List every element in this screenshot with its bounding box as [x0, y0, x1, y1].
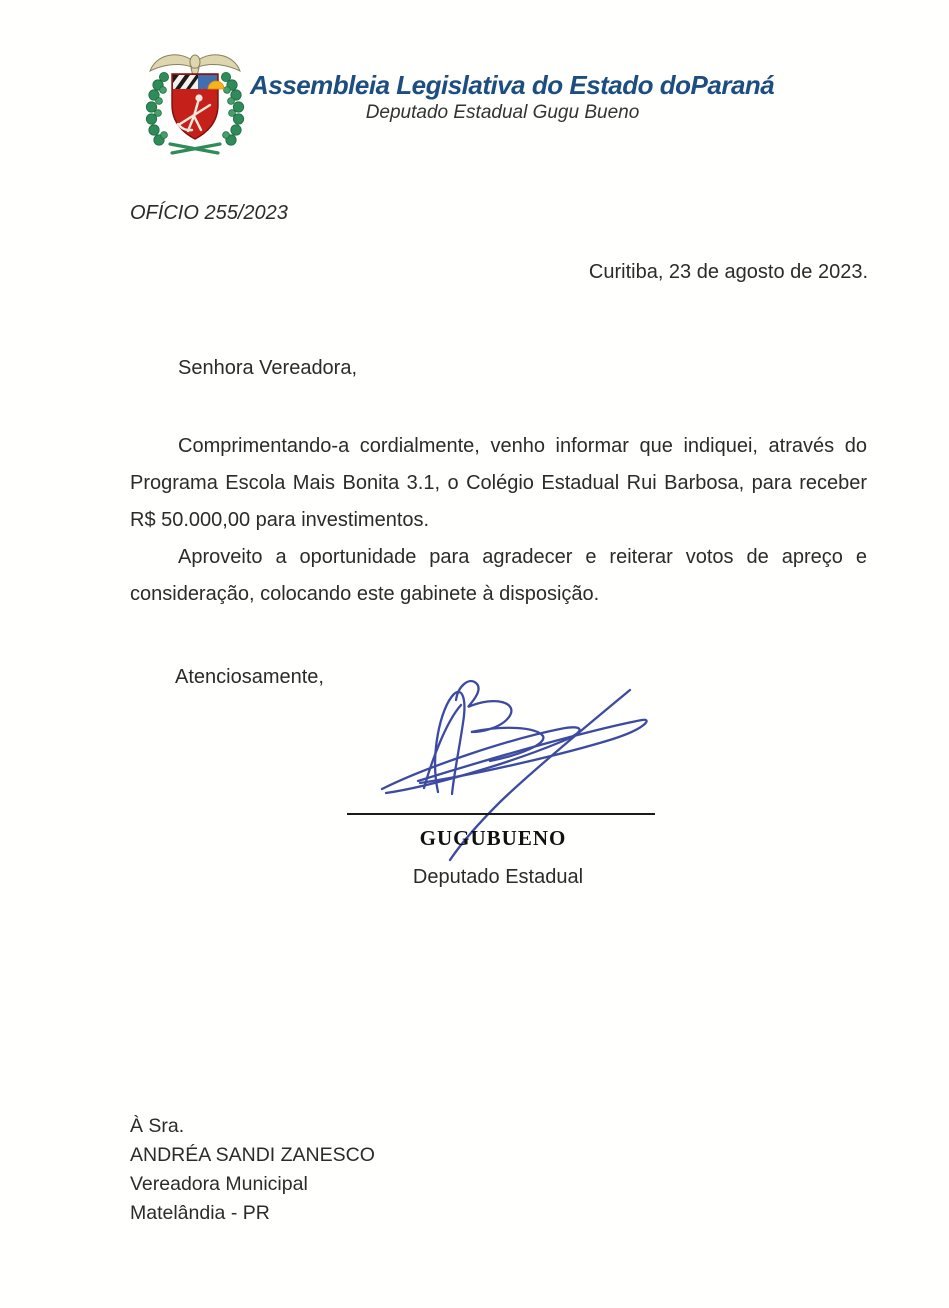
recipient-role: Vereadora Municipal — [130, 1173, 308, 1195]
salutation: Senhora Vereadora, — [178, 357, 358, 379]
parana-coat-of-arms-icon — [142, 46, 248, 162]
recipient-block — [130, 1112, 375, 1228]
signatory-name: GUGUBUENO — [419, 826, 567, 850]
paragraph-1: Comprimentando-a cordialmente, venho informar que indiquei, através do Programa Escola Mais Bonita 3.1, o Colégio Estadual Rui Barbosa, para receber R$ 50.000,00 para investimentos. — [130, 435, 867, 531]
recipient-honorific: À Sra. — [130, 1115, 185, 1137]
paragraph-2: Aproveito a oportunidade para agradecer e reiterar votos de apreço e consideração, colocando este gabinete à disposição. — [130, 546, 867, 605]
recipient-name: ANDRÉA SANDI ZANESCO — [130, 1144, 375, 1166]
org-title: Assembleia Legislativa do Estado doParaná — [250, 70, 775, 100]
signatory-role: Deputado Estadual — [412, 866, 584, 888]
recipient-city: Matelândia - PR — [130, 1202, 270, 1224]
dateline: Curitiba, 23 de agosto de 2023. — [588, 261, 868, 283]
closing: Atenciosamente, — [175, 666, 324, 688]
oficio-reference: OFÍCIO 255/2023 — [130, 202, 288, 224]
letter-body — [130, 428, 867, 613]
org-subtitle: Deputado Estadual Gugu Bueno — [365, 102, 640, 123]
signature-rule — [347, 813, 655, 815]
